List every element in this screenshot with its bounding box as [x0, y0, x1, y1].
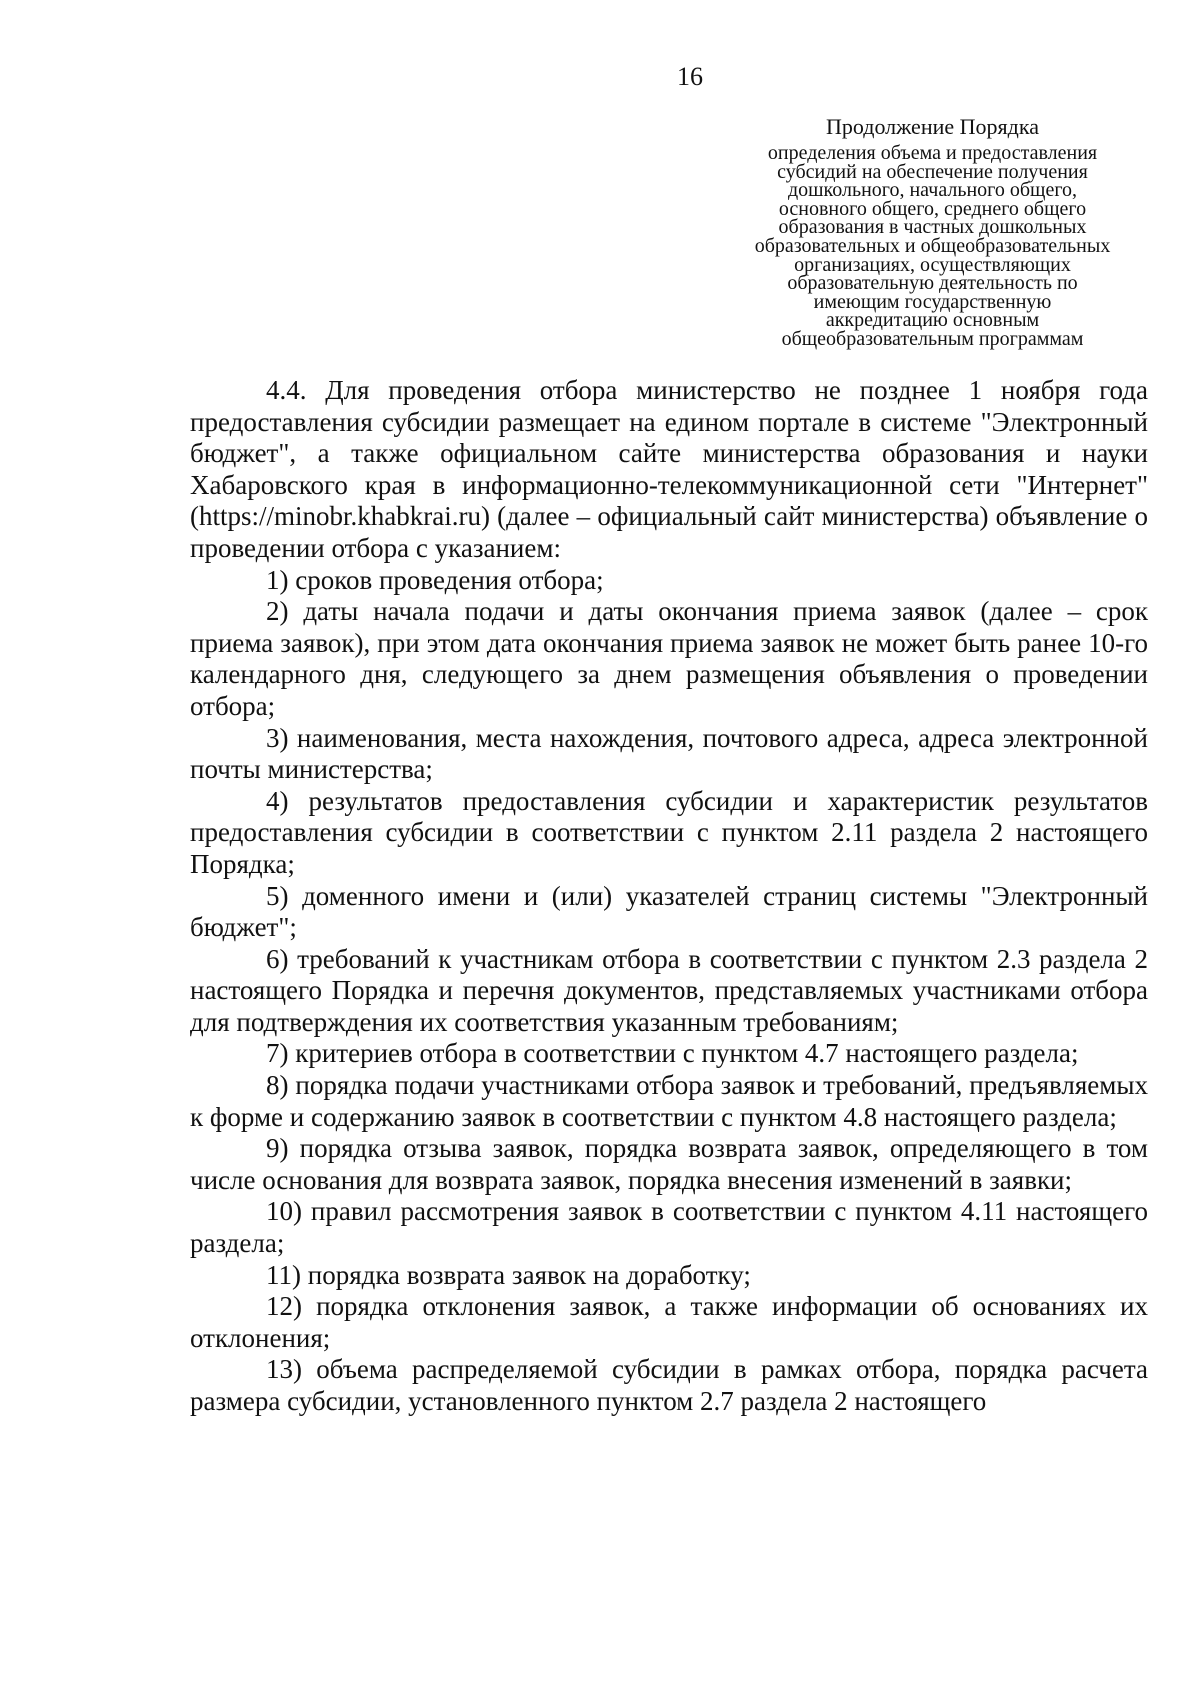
- list-item-2: 2) даты начала подачи и даты окончания приема заявок (далее – срок приема заявок), при этом дата окончания приема заявок не может быть ранее 10-го календарного дня, следующего за днем размещения объявления о проведении отбора;: [190, 596, 1148, 721]
- page-number: 16: [677, 62, 703, 91]
- list-item-12: 12) порядка отклонения заявок, а также информации об основаниях их отклонения;: [190, 1291, 1148, 1353]
- paragraph-4-4: 4.4. Для проведения отбора министерство не позднее 1 ноября года предоставления субсидии размещает на едином портале в системе "Электронный бюджет", а также официальном сайте министерства образования и науки Хабаровского края в информационно-телекоммуникационной сети "Интернет" (https://minobr.khabkrai.ru) (далее – официальный сайт министерства) объявление о проведении отбора с указанием:: [190, 375, 1148, 563]
- header-line: образовательную деятельность по: [787, 272, 1078, 295]
- list-item-1: 1) сроков проведения отбора;: [266, 564, 604, 595]
- header-title: Продолжение Порядка: [826, 114, 1039, 139]
- header-line: образования в частных дошкольных: [778, 216, 1087, 239]
- list-item-8: 8) порядка подачи участниками отбора заявок и требований, предъявляемых к форме и содержанию заявок в соответствии с пунктом 4.8 настоящего раздела;: [190, 1070, 1148, 1132]
- header-line: образовательных и общеобразовательных: [754, 234, 1111, 257]
- list-item-10: 10) правил рассмотрения заявок в соответствии с пунктом 4.11 настоящего раздела;: [190, 1196, 1148, 1259]
- header-line: основного общего, среднего общего: [778, 197, 1087, 220]
- list-item-9: 9) порядка отзыва заявок, порядка возврата заявок, определяющего в том числе основания для возврата заявок, порядка внесения изменений в заявки;: [190, 1133, 1148, 1195]
- list-item-5: 5) доменного имени и (или) указателей страниц системы "Электронный бюджет";: [190, 880, 1148, 943]
- list-item-4: 4) результатов предоставления субсидии и характеристик результатов предоставления субсидии в соответствии с пунктом 2.11 раздела 2 настоящего Порядка;: [190, 785, 1148, 879]
- header-line: определения объема и предоставления: [767, 142, 1098, 164]
- list-item-11: 11) порядка возврата заявок на доработку;: [266, 1259, 751, 1290]
- header-line: субсидий на обеспечение получения: [777, 160, 1088, 183]
- header-line: дошкольного, начального общего,: [787, 179, 1078, 202]
- list-item-13: 13) объема распределяемой субсидии в рамках отбора, порядка расчета размера субсидии, установленного пунктом 2.7 раздела 2 настоящего: [190, 1354, 1148, 1416]
- document-header: [705, 114, 1160, 349]
- header-line: общеобразовательным программам: [781, 327, 1084, 350]
- list-item-3: 3) наименования, места нахождения, почтового адреса, адреса электронной почты министерства;: [190, 722, 1148, 785]
- header-line: организациях, осуществляющих: [794, 253, 1071, 276]
- list-item-6: 6) требований к участникам отбора в соответствии с пунктом 2.3 раздела 2 настоящего Порядка и перечня документов, представляемых участниками отбора для подтверждения их соответствия указанным требованиям;: [190, 943, 1148, 1037]
- body-text: [190, 375, 1148, 1418]
- header-line: аккредитацию основным: [825, 309, 1040, 332]
- header-line: имеющим государственную: [813, 290, 1052, 313]
- list-item-7: 7) критериев отбора в соответствии с пунктом 4.7 настоящего раздела;: [266, 1038, 1079, 1069]
